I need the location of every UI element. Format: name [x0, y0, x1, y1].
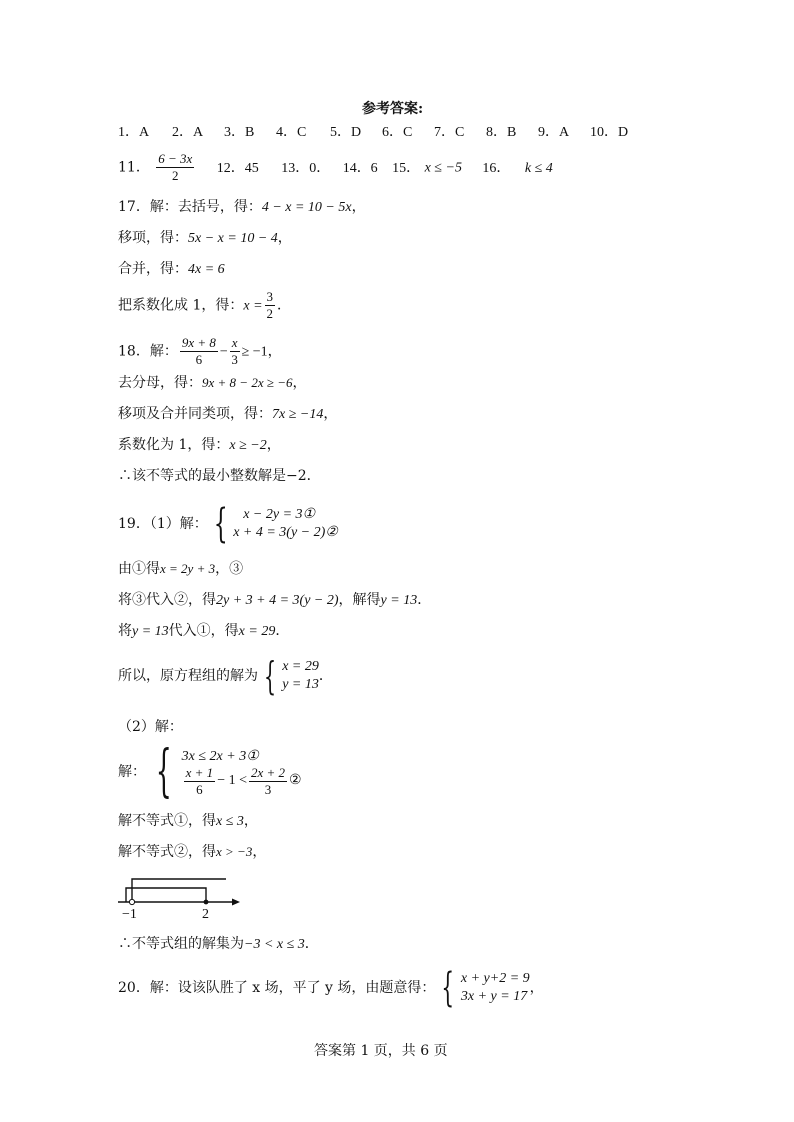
fill-q15-expr: x ≤ −5 — [424, 160, 462, 176]
mc-q10: 10．D — [590, 125, 629, 140]
fraction — [265, 290, 276, 321]
q19-line5 — [118, 656, 333, 696]
fraction — [180, 336, 218, 367]
math: −3 < x ≤ 3 — [244, 937, 305, 952]
math: x > −3 — [216, 844, 253, 859]
open-endpoint-icon — [129, 899, 134, 904]
range-bracket-right — [126, 888, 206, 902]
solution-system — [258, 654, 319, 698]
text: 合并，得： — [118, 261, 188, 277]
fill-q12: 12．45 — [216, 160, 259, 176]
q18-line1 — [118, 336, 282, 367]
math: 2y + 3 + 4 = 3(y − 2) — [216, 593, 339, 608]
fraction-denominator: 3 — [231, 352, 238, 367]
fill-q16-label: 16． — [482, 160, 511, 176]
math: 5x − x = 10 − 4 — [188, 231, 278, 246]
text: 由①得 — [118, 561, 160, 577]
text: 17．解：去括号，得： — [118, 199, 262, 215]
system-rows — [182, 748, 302, 797]
punct: ， — [277, 230, 292, 246]
fraction-numerator: 6 − 3x — [158, 151, 193, 166]
closed-endpoint-icon — [204, 900, 209, 905]
equation-row: x = 29 — [282, 659, 319, 674]
fraction-denominator: 2 — [266, 306, 274, 321]
q19-part2-label — [118, 718, 183, 736]
q18-line2 — [118, 374, 307, 392]
text: 系数化为 1，得： — [118, 437, 230, 453]
text: 解不等式②，得 — [118, 844, 216, 860]
math: x ≤ 3 — [216, 814, 244, 829]
q18-line4 — [118, 436, 281, 455]
text: 把系数化成 1，得： — [118, 297, 244, 314]
tick-label-right: 2 — [202, 907, 209, 920]
equation-row: 3x + y = 17 — [460, 989, 528, 1004]
fraction — [249, 766, 287, 797]
math: x = 29 — [238, 624, 276, 639]
axis-arrow-icon — [232, 899, 240, 906]
equation-row: y = 13 — [282, 677, 319, 692]
text: 解不等式①，得 — [118, 813, 216, 829]
q19-line8 — [118, 843, 266, 861]
fill-q11-fraction — [156, 152, 194, 183]
inequality-system — [146, 739, 302, 804]
fill-q13: 13．0． — [281, 160, 331, 176]
mc-q8: 8．B — [486, 125, 517, 140]
inequality-row — [182, 766, 302, 797]
mc-q4: 4．C — [276, 125, 307, 140]
fraction-numerator: 3 — [266, 289, 274, 304]
text: 将③代入②，得 — [118, 592, 216, 608]
q19-part1-line1 — [118, 502, 338, 546]
punct: ． — [275, 623, 290, 639]
fraction-denominator: 6 — [195, 352, 203, 367]
text: ，解得 — [338, 592, 381, 608]
system-rows — [233, 506, 338, 542]
math: x = 2y + 3 — [160, 561, 216, 576]
q17-line3 — [118, 260, 225, 279]
fraction-numerator: 9x + 8 — [181, 335, 216, 350]
math: 7x ≥ −14 — [272, 407, 324, 422]
q19-line2 — [118, 560, 243, 578]
text: 将 — [118, 623, 132, 639]
fill-q11-label: 11． — [118, 159, 150, 176]
punct: ， — [266, 437, 281, 453]
page-title: 参考答案: — [362, 101, 424, 117]
left-brace-icon: { — [155, 739, 172, 804]
fraction-denominator: 2 — [172, 168, 179, 183]
text: 19．（1）解： — [118, 516, 208, 532]
system-rows — [282, 658, 319, 694]
fraction — [230, 336, 240, 367]
fraction-numerator: x + 1 — [185, 764, 214, 780]
q19-line4 — [118, 622, 289, 641]
punct: ， — [243, 813, 258, 829]
text: ∴不等式组的解集为 — [118, 936, 244, 952]
inequality-row: 3x ≤ 2x + 3① — [181, 748, 259, 764]
punct: ， — [267, 343, 282, 360]
fraction — [184, 766, 216, 797]
text: 所以，原方程组的解为 — [118, 668, 258, 684]
punct: ． — [304, 936, 319, 952]
math: y = 13 — [132, 624, 169, 639]
q19-part2-system — [118, 739, 302, 804]
math: x = — [243, 298, 263, 314]
math: y = 13 — [380, 593, 418, 608]
text: 代入①，得 — [168, 623, 239, 639]
q17-line2 — [118, 229, 292, 248]
q18-line5 — [118, 467, 321, 485]
text: 去分母，得： — [118, 375, 202, 391]
left-brace-icon: { — [264, 654, 277, 698]
left-brace-icon: { — [441, 965, 455, 1011]
punct: ， — [351, 199, 366, 215]
text: 18．解： — [118, 343, 178, 360]
text: ∴该不等式的最小整数解是−2． — [118, 468, 321, 484]
text: 20．解：设该队胜了 x 场，平了 y 场，由题意得： — [118, 980, 436, 996]
equation-tag: ② — [289, 773, 302, 788]
fraction-denominator: 3 — [264, 781, 272, 797]
equation-system — [435, 965, 530, 1011]
fraction-denominator: 6 — [196, 781, 203, 797]
fill-q16-expr: k ≤ 4 — [524, 160, 553, 176]
equation-system — [208, 501, 338, 547]
math: 9x + 8 − 2x ≥ −6 — [202, 375, 293, 390]
punct: ． — [277, 297, 292, 314]
mc-q1: 1．A — [118, 125, 150, 140]
mc-q3: 3．B — [224, 125, 255, 140]
range-bracket-left — [132, 879, 226, 902]
text: 移项及合并同类项，得： — [118, 406, 272, 422]
equation-row: x + y+2 = 9 — [460, 971, 530, 986]
number-line-diagram — [118, 870, 248, 920]
punct: ， — [292, 375, 307, 391]
left-brace-icon: { — [213, 501, 228, 547]
fill-q15-label: 15． — [392, 160, 421, 176]
q19-line3 — [118, 591, 431, 610]
mc-q2: 2．A — [172, 125, 204, 140]
math: x ≥ −2 — [229, 438, 267, 453]
math: 4x = 6 — [188, 262, 225, 277]
punct: ， — [529, 980, 544, 996]
q19-line7 — [118, 812, 258, 831]
text: （2）解： — [118, 719, 183, 735]
equation-row: x + 4 = 3(y − 2)② — [233, 525, 338, 540]
system-rows — [461, 970, 530, 1006]
page-footer: 答案第 1 页，共 6 页 — [314, 1043, 448, 1059]
tick-label-left: −1 — [122, 907, 137, 920]
q18-line3 — [118, 405, 337, 424]
q17-line4 — [118, 290, 291, 321]
text: 移项，得： — [118, 230, 188, 246]
fraction-numerator: x — [231, 335, 238, 350]
mc-q9: 9．A — [538, 125, 570, 140]
fill-q14: 14．6 — [342, 160, 378, 176]
punct: ，③ — [215, 561, 244, 577]
math: − 1 < — [217, 773, 247, 788]
fill-answers — [118, 152, 553, 183]
punct: ． — [318, 668, 333, 684]
fraction-numerator: 2x + 2 — [250, 764, 286, 780]
punct: ， — [323, 406, 338, 422]
minus: − — [219, 344, 228, 360]
punct: ． — [417, 592, 432, 608]
q17-line1 — [118, 198, 366, 217]
q20-line1 — [118, 966, 544, 1010]
math: 4 − x = 10 − 5x — [261, 200, 352, 215]
mc-q6: 6．C — [382, 125, 413, 140]
mc-q7: 7．C — [434, 125, 465, 140]
mc-q5: 5．D — [330, 125, 362, 140]
equation-row: x − 2y = 3① — [243, 507, 316, 522]
punct: ， — [252, 844, 267, 860]
text: 解： — [118, 764, 146, 780]
math: ≥ −1 — [241, 344, 268, 360]
q19-line9 — [118, 935, 319, 954]
